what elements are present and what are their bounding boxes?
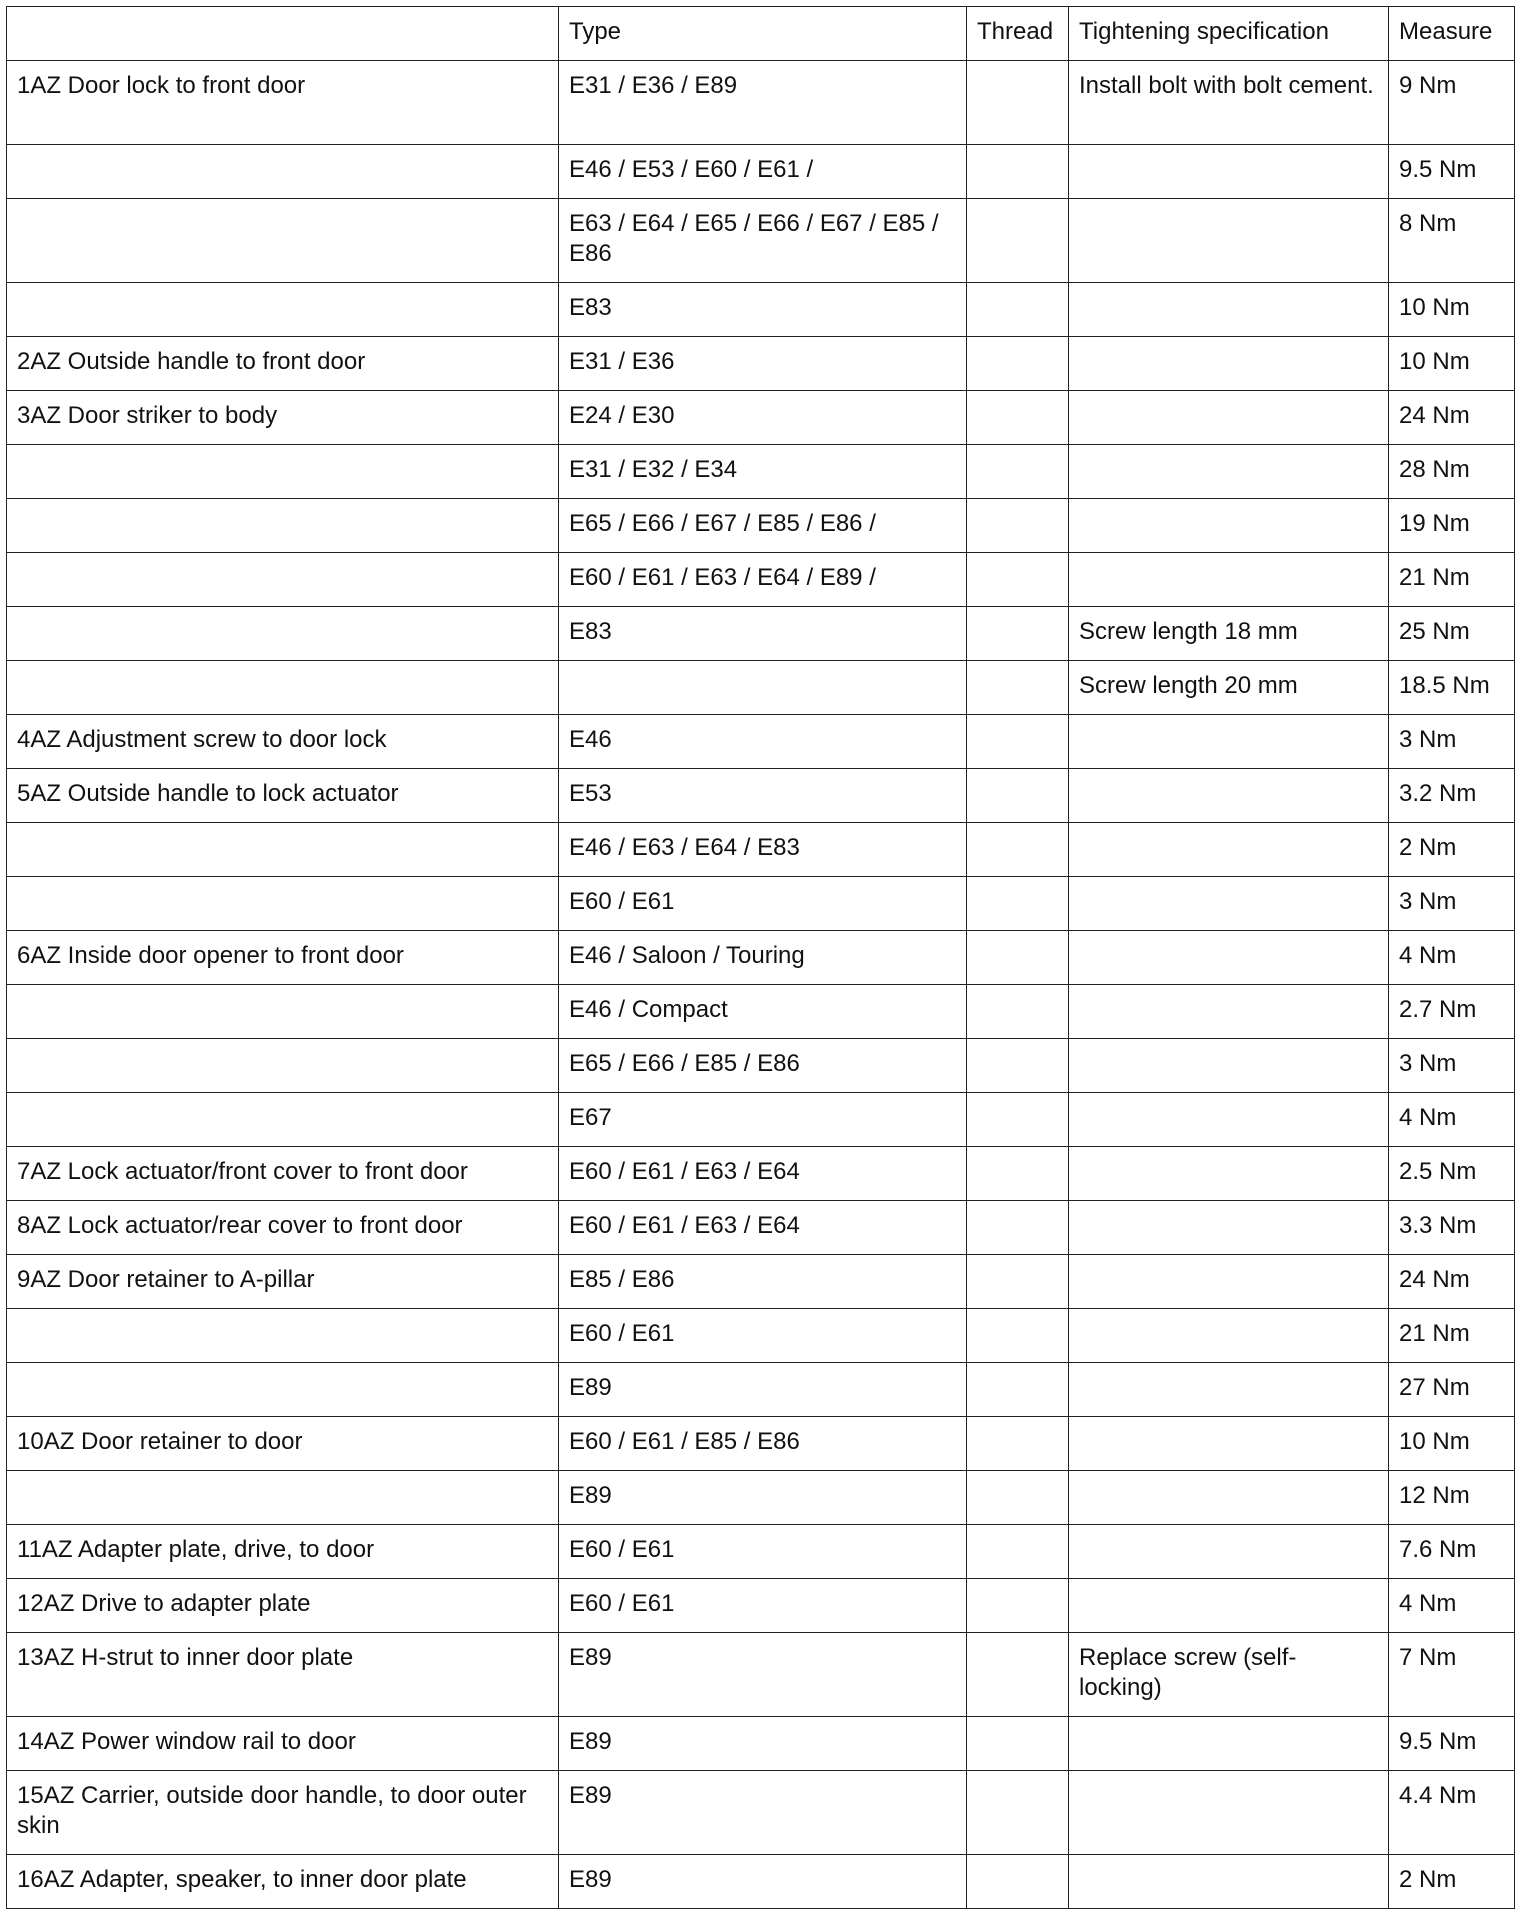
thread-cell bbox=[967, 391, 1069, 445]
measure-cell: 4 Nm bbox=[1389, 931, 1515, 985]
tightening-spec-cell bbox=[1069, 199, 1389, 283]
thread-cell bbox=[967, 877, 1069, 931]
measure-cell: 18.5 Nm bbox=[1389, 661, 1515, 715]
thread-cell bbox=[967, 715, 1069, 769]
thread-cell bbox=[967, 283, 1069, 337]
tightening-spec-cell bbox=[1069, 1147, 1389, 1201]
header-row bbox=[7, 7, 1515, 61]
type-cell: E65 / E66 / E85 / E86 bbox=[559, 1039, 967, 1093]
table-row bbox=[7, 769, 1515, 823]
thread-cell bbox=[967, 769, 1069, 823]
tightening-spec-cell bbox=[1069, 1579, 1389, 1633]
column-header-tightening-specification: Tightening specification bbox=[1069, 7, 1389, 61]
tightening-spec-cell bbox=[1069, 769, 1389, 823]
table-row bbox=[7, 499, 1515, 553]
table-row bbox=[7, 391, 1515, 445]
type-cell: E85 / E86 bbox=[559, 1255, 967, 1309]
measure-cell: 3 Nm bbox=[1389, 877, 1515, 931]
measure-cell: 7.6 Nm bbox=[1389, 1525, 1515, 1579]
table-row bbox=[7, 607, 1515, 661]
measure-cell: 2 Nm bbox=[1389, 823, 1515, 877]
thread-cell bbox=[967, 1855, 1069, 1909]
tightening-spec-cell bbox=[1069, 1093, 1389, 1147]
thread-cell bbox=[967, 931, 1069, 985]
thread-cell bbox=[967, 499, 1069, 553]
item-cell: 5AZ Outside handle to lock actuator bbox=[7, 769, 559, 823]
thread-cell bbox=[967, 1525, 1069, 1579]
tightening-spec-cell bbox=[1069, 391, 1389, 445]
measure-cell: 12 Nm bbox=[1389, 1471, 1515, 1525]
table-row bbox=[7, 661, 1515, 715]
measure-cell: 24 Nm bbox=[1389, 391, 1515, 445]
type-cell: E46 / Compact bbox=[559, 985, 967, 1039]
table-row bbox=[7, 199, 1515, 283]
tightening-spec-cell bbox=[1069, 985, 1389, 1039]
item-cell bbox=[7, 499, 559, 553]
table-row bbox=[7, 1147, 1515, 1201]
measure-cell: 27 Nm bbox=[1389, 1363, 1515, 1417]
type-cell: E89 bbox=[559, 1633, 967, 1717]
item-cell bbox=[7, 661, 559, 715]
measure-cell: 9.5 Nm bbox=[1389, 145, 1515, 199]
type-cell: E65 / E66 / E67 / E85 / E86 / bbox=[559, 499, 967, 553]
type-cell: E46 / E63 / E64 / E83 bbox=[559, 823, 967, 877]
item-cell bbox=[7, 1093, 559, 1147]
type-cell: E60 / E61 / E63 / E64 bbox=[559, 1201, 967, 1255]
item-cell bbox=[7, 1309, 559, 1363]
item-cell: 4AZ Adjustment screw to door lock bbox=[7, 715, 559, 769]
thread-cell bbox=[967, 1579, 1069, 1633]
tightening-spec-cell bbox=[1069, 445, 1389, 499]
table-row bbox=[7, 985, 1515, 1039]
measure-cell: 3.2 Nm bbox=[1389, 769, 1515, 823]
thread-cell bbox=[967, 1093, 1069, 1147]
thread-cell bbox=[967, 1201, 1069, 1255]
item-cell: 16AZ Adapter, speaker, to inner door plate bbox=[7, 1855, 559, 1909]
item-cell: 15AZ Carrier, outside door handle, to door outer skin bbox=[7, 1771, 559, 1855]
thread-cell bbox=[967, 553, 1069, 607]
tightening-spec-cell bbox=[1069, 715, 1389, 769]
tightening-spec-cell bbox=[1069, 1525, 1389, 1579]
item-cell bbox=[7, 1363, 559, 1417]
type-cell: E31 / E32 / E34 bbox=[559, 445, 967, 499]
table-row bbox=[7, 1471, 1515, 1525]
item-cell bbox=[7, 1039, 559, 1093]
thread-cell bbox=[967, 607, 1069, 661]
column-header-thread: Thread bbox=[967, 7, 1069, 61]
type-cell: E31 / E36 bbox=[559, 337, 967, 391]
item-cell: 14AZ Power window rail to door bbox=[7, 1717, 559, 1771]
table-row bbox=[7, 1039, 1515, 1093]
thread-cell bbox=[967, 1633, 1069, 1717]
item-cell: 7AZ Lock actuator/front cover to front door bbox=[7, 1147, 559, 1201]
column-header-measure: Measure bbox=[1389, 7, 1515, 61]
measure-cell: 9.5 Nm bbox=[1389, 1717, 1515, 1771]
item-cell bbox=[7, 985, 559, 1039]
thread-cell bbox=[967, 1471, 1069, 1525]
tightening-spec-cell bbox=[1069, 1417, 1389, 1471]
table-row bbox=[7, 1093, 1515, 1147]
thread-cell bbox=[967, 1039, 1069, 1093]
tightening-spec-cell: Install bolt with bolt cement. bbox=[1069, 61, 1389, 145]
item-cell: 1AZ Door lock to front door bbox=[7, 61, 559, 145]
tightening-spec-cell bbox=[1069, 1201, 1389, 1255]
thread-cell bbox=[967, 661, 1069, 715]
item-cell bbox=[7, 283, 559, 337]
measure-cell: 4 Nm bbox=[1389, 1093, 1515, 1147]
table-row bbox=[7, 823, 1515, 877]
type-cell: E89 bbox=[559, 1855, 967, 1909]
type-cell: E67 bbox=[559, 1093, 967, 1147]
table-row bbox=[7, 715, 1515, 769]
type-cell: E60 / E61 bbox=[559, 1309, 967, 1363]
measure-cell: 2.5 Nm bbox=[1389, 1147, 1515, 1201]
tightening-spec-cell bbox=[1069, 1363, 1389, 1417]
measure-cell: 10 Nm bbox=[1389, 1417, 1515, 1471]
measure-cell: 2.7 Nm bbox=[1389, 985, 1515, 1039]
item-cell: 8AZ Lock actuator/rear cover to front door bbox=[7, 1201, 559, 1255]
table-row bbox=[7, 1363, 1515, 1417]
table-row bbox=[7, 283, 1515, 337]
table-row bbox=[7, 1579, 1515, 1633]
measure-cell: 9 Nm bbox=[1389, 61, 1515, 145]
tightening-spec-cell: Screw length 18 mm bbox=[1069, 607, 1389, 661]
thread-cell bbox=[967, 1717, 1069, 1771]
table-row bbox=[7, 1255, 1515, 1309]
tightening-spec-cell bbox=[1069, 1855, 1389, 1909]
table-row bbox=[7, 553, 1515, 607]
thread-cell bbox=[967, 445, 1069, 499]
tightening-spec-cell bbox=[1069, 823, 1389, 877]
thread-cell bbox=[967, 823, 1069, 877]
tightening-spec-cell bbox=[1069, 1717, 1389, 1771]
measure-cell: 8 Nm bbox=[1389, 199, 1515, 283]
tightening-spec-cell bbox=[1069, 1471, 1389, 1525]
tightening-spec-cell bbox=[1069, 1309, 1389, 1363]
table-row bbox=[7, 337, 1515, 391]
thread-cell bbox=[967, 1147, 1069, 1201]
table-row bbox=[7, 1309, 1515, 1363]
measure-cell: 4 Nm bbox=[1389, 1579, 1515, 1633]
type-cell: E60 / E61 / E63 / E64 bbox=[559, 1147, 967, 1201]
item-cell: 2AZ Outside handle to front door bbox=[7, 337, 559, 391]
tightening-spec-cell bbox=[1069, 337, 1389, 391]
table-row bbox=[7, 1201, 1515, 1255]
item-cell: 9AZ Door retainer to A-pillar bbox=[7, 1255, 559, 1309]
table-row bbox=[7, 877, 1515, 931]
tightening-spec-cell bbox=[1069, 499, 1389, 553]
tightening-spec-cell: Screw length 20 mm bbox=[1069, 661, 1389, 715]
item-cell: 13AZ H-strut to inner door plate bbox=[7, 1633, 559, 1717]
thread-cell bbox=[967, 145, 1069, 199]
measure-cell: 21 Nm bbox=[1389, 1309, 1515, 1363]
item-cell: 11AZ Adapter plate, drive, to door bbox=[7, 1525, 559, 1579]
measure-cell: 19 Nm bbox=[1389, 499, 1515, 553]
item-cell: 10AZ Door retainer to door bbox=[7, 1417, 559, 1471]
measure-cell: 3.3 Nm bbox=[1389, 1201, 1515, 1255]
tightening-spec-cell bbox=[1069, 1771, 1389, 1855]
type-cell: E53 bbox=[559, 769, 967, 823]
table-row bbox=[7, 61, 1515, 145]
thread-cell bbox=[967, 1417, 1069, 1471]
type-cell: E60 / E61 bbox=[559, 1525, 967, 1579]
table-row bbox=[7, 1633, 1515, 1717]
type-cell: E46 / Saloon / Touring bbox=[559, 931, 967, 985]
tightening-spec-cell bbox=[1069, 145, 1389, 199]
thread-cell bbox=[967, 1255, 1069, 1309]
table-row bbox=[7, 445, 1515, 499]
type-cell: E60 / E61 / E63 / E64 / E89 / bbox=[559, 553, 967, 607]
table-row bbox=[7, 1855, 1515, 1909]
table-row bbox=[7, 1417, 1515, 1471]
thread-cell bbox=[967, 985, 1069, 1039]
type-cell: E63 / E64 / E65 / E66 / E67 / E85 / E86 bbox=[559, 199, 967, 283]
tightening-spec-cell bbox=[1069, 1039, 1389, 1093]
tightening-spec-cell: Replace screw (self-locking) bbox=[1069, 1633, 1389, 1717]
type-cell: E46 bbox=[559, 715, 967, 769]
item-cell bbox=[7, 445, 559, 499]
tightening-spec-cell bbox=[1069, 931, 1389, 985]
thread-cell bbox=[967, 1771, 1069, 1855]
measure-cell: 3 Nm bbox=[1389, 1039, 1515, 1093]
type-cell: E89 bbox=[559, 1717, 967, 1771]
measure-cell: 7 Nm bbox=[1389, 1633, 1515, 1717]
item-cell: 6AZ Inside door opener to front door bbox=[7, 931, 559, 985]
measure-cell: 3 Nm bbox=[1389, 715, 1515, 769]
item-cell bbox=[7, 145, 559, 199]
type-cell: E31 / E36 / E89 bbox=[559, 61, 967, 145]
measure-cell: 10 Nm bbox=[1389, 337, 1515, 391]
thread-cell bbox=[967, 337, 1069, 391]
tightening-spec-cell bbox=[1069, 877, 1389, 931]
item-cell bbox=[7, 877, 559, 931]
item-cell bbox=[7, 823, 559, 877]
measure-cell: 25 Nm bbox=[1389, 607, 1515, 661]
measure-cell: 2 Nm bbox=[1389, 1855, 1515, 1909]
column-header-type: Type bbox=[559, 7, 967, 61]
type-cell: E89 bbox=[559, 1771, 967, 1855]
type-cell: E60 / E61 / E85 / E86 bbox=[559, 1417, 967, 1471]
table-row bbox=[7, 1717, 1515, 1771]
item-cell bbox=[7, 553, 559, 607]
tightening-spec-cell bbox=[1069, 1255, 1389, 1309]
table-row bbox=[7, 1771, 1515, 1855]
measure-cell: 28 Nm bbox=[1389, 445, 1515, 499]
type-cell: E60 / E61 bbox=[559, 877, 967, 931]
item-cell: 3AZ Door striker to body bbox=[7, 391, 559, 445]
thread-cell bbox=[967, 1309, 1069, 1363]
type-cell: E60 / E61 bbox=[559, 1579, 967, 1633]
table-row bbox=[7, 145, 1515, 199]
thread-cell bbox=[967, 1363, 1069, 1417]
thread-cell bbox=[967, 61, 1069, 145]
measure-cell: 21 Nm bbox=[1389, 553, 1515, 607]
type-cell bbox=[559, 661, 967, 715]
item-cell bbox=[7, 1471, 559, 1525]
measure-cell: 10 Nm bbox=[1389, 283, 1515, 337]
measure-cell: 4.4 Nm bbox=[1389, 1771, 1515, 1855]
tightening-spec-cell bbox=[1069, 553, 1389, 607]
tightening-spec-cell bbox=[1069, 283, 1389, 337]
type-cell: E24 / E30 bbox=[559, 391, 967, 445]
table-row bbox=[7, 1525, 1515, 1579]
table-row bbox=[7, 931, 1515, 985]
type-cell: E83 bbox=[559, 283, 967, 337]
item-cell bbox=[7, 199, 559, 283]
type-cell: E89 bbox=[559, 1471, 967, 1525]
type-cell: E83 bbox=[559, 607, 967, 661]
torque-spec-table bbox=[6, 6, 1515, 1909]
column-header-item bbox=[7, 7, 559, 61]
item-cell bbox=[7, 607, 559, 661]
type-cell: E89 bbox=[559, 1363, 967, 1417]
thread-cell bbox=[967, 199, 1069, 283]
type-cell: E46 / E53 / E60 / E61 / bbox=[559, 145, 967, 199]
measure-cell: 24 Nm bbox=[1389, 1255, 1515, 1309]
item-cell: 12AZ Drive to adapter plate bbox=[7, 1579, 559, 1633]
